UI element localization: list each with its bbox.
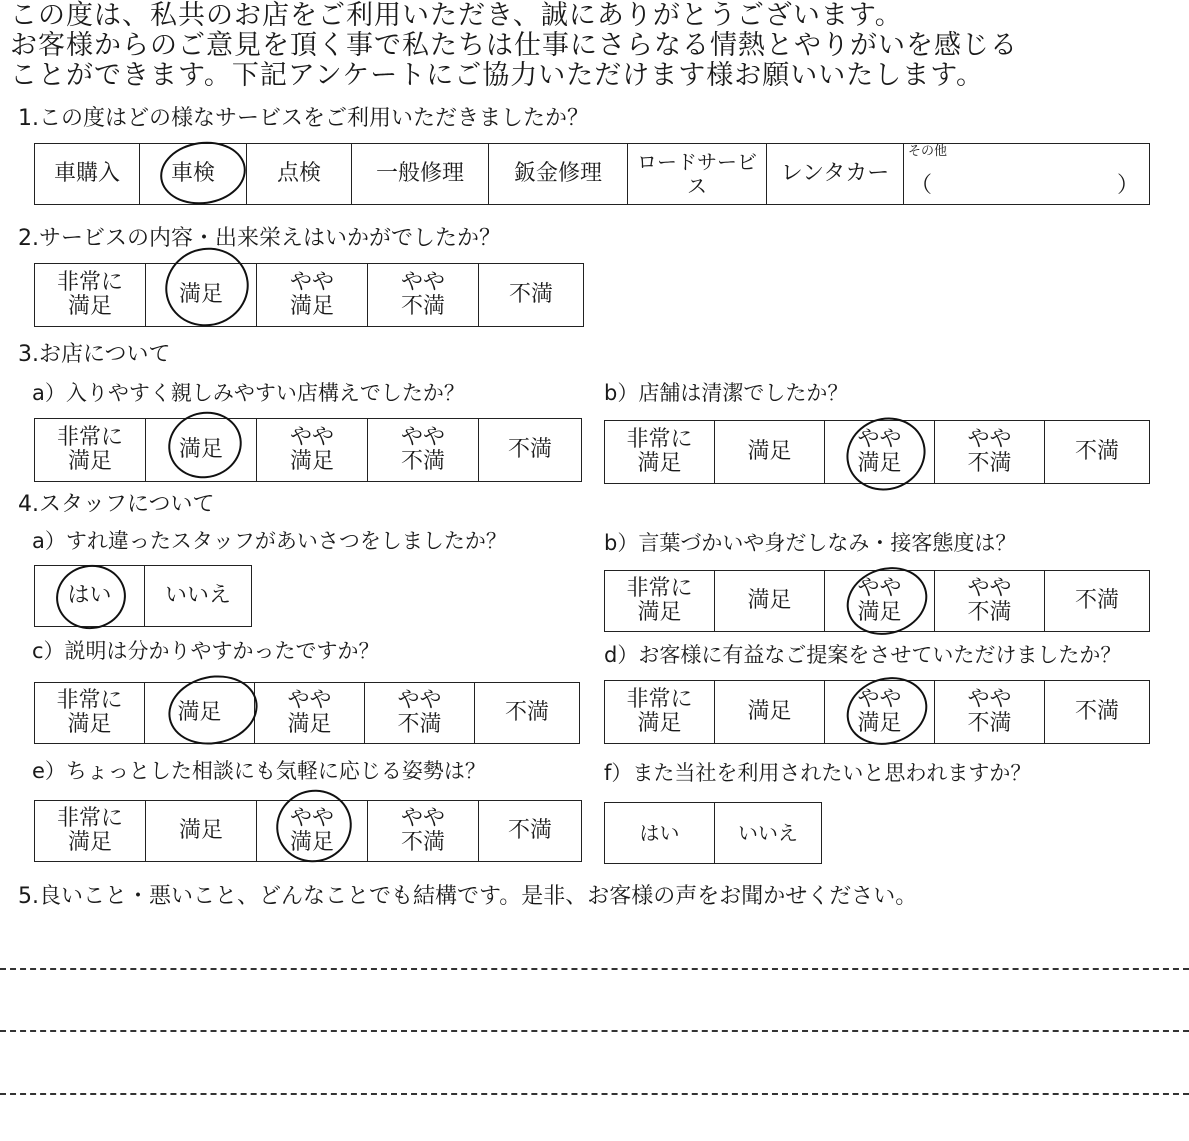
q3a-option-very-satisfied[interactable]: 非常に 満足 (35, 419, 146, 482)
q4e-option-somewhat-satisfied[interactable]: やや 満足 (257, 801, 368, 862)
q3a-option-dissatisfied[interactable]: 不満 (479, 419, 582, 482)
q1-text: 1.この度はどの様なサービスをご利用いただきましたか？ (18, 106, 589, 131)
q3b-option-somewhat-satisfied[interactable]: やや 満足 (825, 421, 935, 484)
comment-line-2[interactable] (0, 1030, 1189, 1032)
q4b-options (604, 570, 1150, 632)
q4d-option-dissatisfied[interactable]: 不満 (1045, 681, 1150, 744)
q4e-options (34, 800, 582, 862)
q4d-option-satisfied[interactable]: 満足 (715, 681, 825, 744)
q1-option-car-purchase[interactable]: 車購入 (35, 144, 140, 205)
q1-other-paren-open: （ (910, 173, 933, 198)
q3a-options (34, 418, 582, 482)
q4a-options (34, 565, 252, 627)
q4c-option-very-satisfied[interactable]: 非常に 満足 (35, 683, 145, 744)
q1-option-checkup[interactable]: 点検 (247, 144, 352, 205)
q4b-option-very-satisfied[interactable]: 非常に 満足 (605, 571, 715, 632)
q4e-option-very-satisfied[interactable]: 非常に 満足 (35, 801, 146, 862)
q4e-text: e）ちょっとした相談にも気軽に応じる姿勢は？ (32, 759, 486, 783)
q4f-text: f）また当社を利用されたいと思われますか？ (604, 761, 1032, 785)
intro-text (10, 0, 1185, 90)
q2-option-satisfied[interactable]: 満足 (146, 264, 257, 327)
q4-text: 4.スタッフについて (18, 492, 215, 517)
q1-other-label: その他 (908, 144, 948, 159)
q4c-option-satisfied[interactable]: 満足 (145, 683, 255, 744)
q1-option-inspection[interactable]: 車検 (140, 144, 247, 205)
q1-option-general-repair[interactable]: 一般修理 (352, 144, 489, 205)
q2-options (34, 263, 584, 327)
q4f-options (604, 802, 822, 864)
q2-text: 2.サービスの内容・出来栄えはいかがでしたか？ (18, 226, 501, 251)
q4f-option-no[interactable]: いいえ (715, 803, 822, 864)
q4d-options (604, 680, 1150, 744)
q2-option-somewhat-satisfied[interactable]: やや 満足 (257, 264, 368, 327)
q4c-option-somewhat-satisfied[interactable]: やや 満足 (255, 683, 365, 744)
q4e-option-dissatisfied[interactable]: 不満 (479, 801, 582, 862)
q3a-option-satisfied[interactable]: 満足 (146, 419, 257, 482)
q5-text: 5.良いこと・悪いこと、どんなことでも結構です。是非、お客様の声をお聞かせください。 (18, 884, 918, 909)
q1-option-road-service[interactable]: ロードサービス (628, 144, 767, 205)
q1-options (34, 143, 1150, 205)
q2-option-very-satisfied[interactable]: 非常に 満足 (35, 264, 146, 327)
q1-option-other[interactable] (904, 144, 1150, 205)
comment-line-3[interactable] (0, 1093, 1189, 1095)
q3b-option-somewhat-dissatisfied[interactable]: やや 不満 (935, 421, 1045, 484)
q4c-text: c）説明は分かりやすかったですか？ (32, 639, 380, 663)
q3b-option-satisfied[interactable]: 満足 (715, 421, 825, 484)
q2-option-dissatisfied[interactable]: 不満 (479, 264, 584, 327)
q4a-option-no[interactable]: いいえ (145, 566, 252, 627)
q4b-option-somewhat-dissatisfied[interactable]: やや 不満 (935, 571, 1045, 632)
intro-line-2: お客様からのご意見を頂く事で私たちは仕事にさらなる情熱とやりがいを感じる (10, 30, 1018, 61)
q4d-text: d）お客様に有益なご提案をさせていただけましたか？ (604, 643, 1122, 667)
comment-line-1[interactable] (0, 968, 1189, 970)
q4b-text: b）言葉づかいや身だしなみ・接客態度は？ (604, 531, 1017, 555)
q1-option-rental-car[interactable]: レンタカー (767, 144, 904, 205)
q3b-options (604, 420, 1150, 484)
q1-option-body-repair[interactable]: 鈑金修理 (489, 144, 628, 205)
q2-option-somewhat-dissatisfied[interactable]: やや 不満 (368, 264, 479, 327)
q4b-option-satisfied[interactable]: 満足 (715, 571, 825, 632)
q4c-option-somewhat-dissatisfied[interactable]: やや 不満 (365, 683, 475, 744)
q3b-option-very-satisfied[interactable]: 非常に 満足 (605, 421, 715, 484)
q4a-option-yes[interactable]: はい (35, 566, 145, 627)
q3a-option-somewhat-dissatisfied[interactable]: やや 不満 (368, 419, 479, 482)
q4f-option-yes[interactable]: はい (605, 803, 715, 864)
q4a-text: a）すれ違ったスタッフがあいさつをしましたか？ (32, 529, 507, 553)
q4e-option-somewhat-dissatisfied[interactable]: やや 不満 (368, 801, 479, 862)
q4d-option-somewhat-dissatisfied[interactable]: やや 不満 (935, 681, 1045, 744)
intro-line-1: この度は、私共のお店をご利用いただき、誠にありがとうございます。 (10, 0, 903, 31)
q4b-option-dissatisfied[interactable]: 不満 (1045, 571, 1150, 632)
intro-line-3: ことができます。下記アンケートにご協力いただけます様お願いいたします。 (10, 60, 985, 91)
q3b-text: b）店舗は清潔でしたか？ (604, 381, 849, 405)
q4e-option-satisfied[interactable]: 満足 (146, 801, 257, 862)
q3a-text: a）入りやすく親しみやすい店構えでしたか？ (32, 381, 465, 405)
q4b-option-somewhat-satisfied[interactable]: やや 満足 (825, 571, 935, 632)
q4d-option-somewhat-satisfied[interactable]: やや 満足 (825, 681, 935, 744)
q3a-option-somewhat-satisfied[interactable]: やや 満足 (257, 419, 368, 482)
q3-text: 3.お店について (18, 342, 171, 367)
q4c-options (34, 682, 580, 744)
q1-other-paren-close: ） (1116, 173, 1139, 198)
q4d-option-very-satisfied[interactable]: 非常に 満足 (605, 681, 715, 744)
q3b-option-dissatisfied[interactable]: 不満 (1045, 421, 1150, 484)
q4c-option-dissatisfied[interactable]: 不満 (475, 683, 580, 744)
